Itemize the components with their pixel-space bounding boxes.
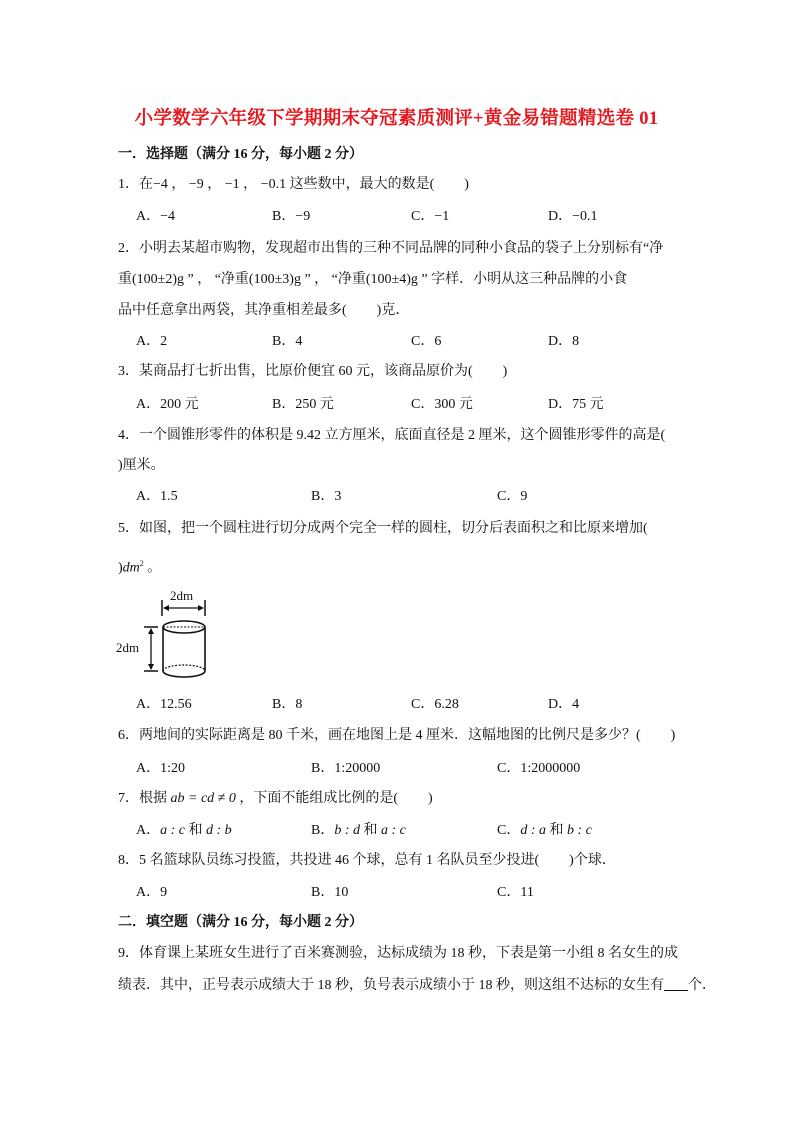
question-number: 6．: [118, 728, 139, 743]
option-label: C．: [497, 823, 521, 838]
question-text: 在−4 ， −9 ， −1 ， −0.1 这些数中，最大的数是(: [139, 177, 435, 192]
question-3: [118, 363, 507, 381]
option-b: [311, 822, 406, 840]
option-b: B．8: [272, 697, 303, 712]
question-1: [118, 176, 469, 194]
option-b: B．4: [272, 334, 303, 349]
option-c: C．9: [497, 489, 528, 504]
question-number: 8．: [118, 853, 139, 868]
document-title: 小学数学六年级下学期期末夺冠素质测评+黄金易错题精选卷 01: [134, 109, 659, 129]
question-text: 两地间的实际距离是 80 千米，画在地图上是 4 厘米．这幅地图的比例尺是多少？(: [139, 728, 641, 743]
question-2-line-3: [118, 302, 409, 320]
question-number: 2．: [118, 241, 139, 256]
question-text: ): [464, 177, 469, 192]
question-text: 绩表．其中，正号表示成绩大于 18 秒，负号表示成绩小于 18 秒，则这组不达标的女生有: [118, 978, 664, 993]
ratio: b : d: [334, 823, 361, 838]
question-4-line-1: [118, 427, 665, 445]
option-b: B．−9: [272, 209, 311, 224]
question-text: ): [670, 728, 676, 743]
ratio: b : c: [567, 823, 592, 838]
question-text: 品中任意拿出两袋，其净重相差最多(: [118, 303, 347, 318]
question-number: 3．: [118, 364, 139, 379]
conjunction: 和: [185, 823, 207, 838]
option-c: C．−1: [411, 209, 450, 224]
question-text: 某商品打七折出售，比原价便宜 60 元，该商品原价为(: [139, 364, 473, 379]
question-text: ，下面不能组成比例的是(: [235, 791, 399, 806]
width-label: 2dm: [170, 588, 194, 603]
question-text: 根据: [139, 791, 171, 806]
option-c: C．6.28: [411, 697, 459, 712]
question-text: ): [502, 364, 508, 379]
option-label: A．: [136, 823, 161, 838]
ratio: d : b: [206, 823, 232, 838]
ratio: a : c: [160, 823, 186, 838]
option-a: A．2: [136, 334, 168, 349]
option-c: [497, 822, 592, 840]
option-c: C．300 元: [411, 397, 473, 412]
option-a: A．200 元: [136, 397, 199, 412]
question-number: 4．: [118, 428, 139, 443]
question-2-line-2: 重(100±2)g ” ， “净重(100±3)g ” ， “净重(100±4)g ” 字样．小明从这三种品牌的小食: [118, 272, 628, 287]
unit-exponent: 2: [139, 559, 144, 568]
question-text: 。: [143, 560, 162, 576]
section-heading-fill-blank: 二．填空题（满分 16 分，每小题 2 分）: [118, 915, 363, 930]
question-number: 7．: [118, 791, 139, 806]
question-text: )克．: [376, 303, 410, 318]
question-text: 如图，把一个圆柱进行切分成两个完全一样的圆柱，切分后表面积之和比原来增加(: [139, 521, 648, 536]
option-b: B．1:20000: [311, 761, 381, 776]
option-d: D．8: [548, 334, 580, 349]
unit-dm: dm: [122, 560, 140, 576]
question-9-line-1: [118, 945, 678, 963]
option-d: D．4: [548, 697, 580, 712]
cylinder-figure: [116, 588, 218, 684]
question-text: )个球．: [569, 853, 616, 868]
question-8: [118, 852, 616, 870]
answer-blank[interactable]: [664, 976, 688, 991]
question-5-line-1: [118, 520, 648, 538]
option-a: [136, 822, 232, 840]
option-d: D．75 元: [548, 397, 604, 412]
question-text: ): [428, 791, 433, 806]
cylinder-diagram-icon: [118, 592, 218, 684]
option-d: D．−0.1: [548, 209, 598, 224]
ratio: d : a: [520, 823, 547, 838]
question-text: ): [118, 560, 123, 576]
option-b: B．250 元: [272, 397, 334, 412]
question-text: 一个圆锥形零件的体积是 9.42 立方厘米，底面直径是 2 厘米，这个圆锥形零件的高是(: [139, 428, 666, 443]
option-a: A．9: [136, 885, 168, 900]
question-2-line-1: [118, 240, 663, 258]
question-number: 9．: [118, 946, 139, 961]
option-a: A．12.56: [136, 697, 192, 712]
question-6: [118, 727, 675, 745]
option-c: C．6: [411, 334, 442, 349]
option-label: B．: [311, 823, 335, 838]
height-label: 2dm: [116, 640, 140, 655]
option-a: A．−4: [136, 209, 176, 224]
question-9-line-2: [118, 976, 716, 995]
ratio: a : c: [381, 823, 406, 838]
question-text: 5 名篮球队员练习投篮，共投进 46 个球，总有 1 名队员至少投进(: [139, 853, 540, 868]
question-number: 5．: [118, 521, 139, 536]
section-heading-choice: 一．选择题（满分 16 分，每小题 2 分）: [118, 147, 363, 162]
question-7: [118, 790, 433, 808]
question-text: 体育课上某班女生进行了百米赛测验，达标成绩为 18 秒，下表是第一小组 8 名女生的成: [139, 946, 678, 961]
math-expression: ab = cd ≠ 0: [170, 791, 236, 806]
conjunction: 和: [546, 823, 568, 838]
option-a: A．1.5: [136, 489, 178, 504]
question-text: 个．: [688, 978, 716, 993]
option-b: B．3: [311, 489, 342, 504]
option-a: A．1:20: [136, 761, 185, 776]
question-5-line-2: [118, 555, 161, 578]
option-c: C．1:2000000: [497, 761, 581, 776]
question-4-line-2: )厘米。: [118, 458, 165, 473]
option-b: B．10: [311, 885, 349, 900]
conjunction: 和: [360, 823, 382, 838]
question-text: 小明去某超市购物，发现超市出售的三种不同品牌的同种小食品的袋子上分别标有“净: [139, 241, 664, 256]
question-number: 1．: [118, 177, 139, 192]
option-c: C．11: [497, 885, 534, 900]
